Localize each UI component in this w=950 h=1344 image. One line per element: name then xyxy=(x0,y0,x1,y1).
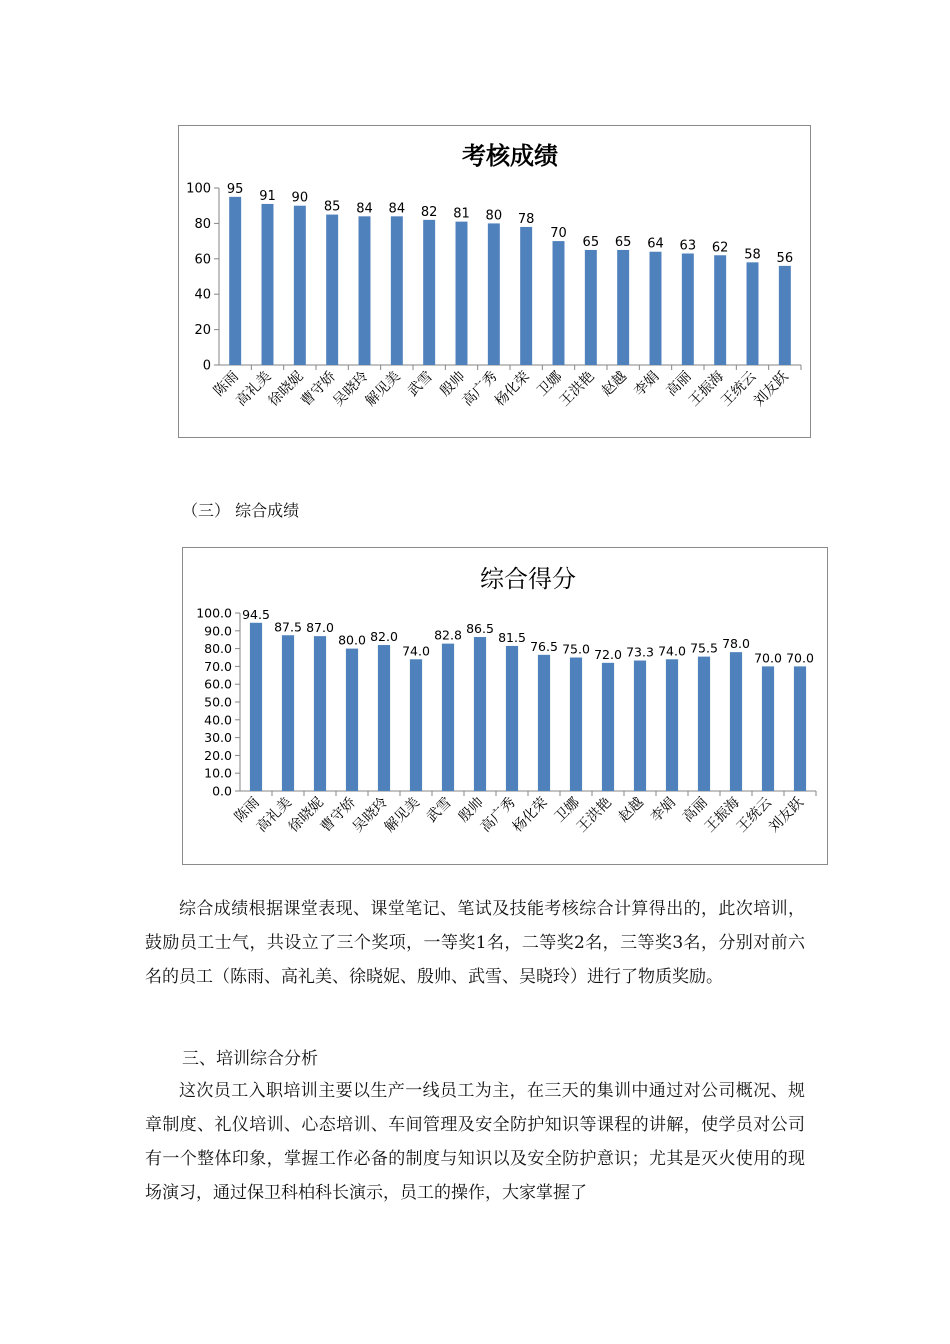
y-tick-label: 20.0 xyxy=(204,747,232,763)
data-label: 82.0 xyxy=(370,629,398,645)
bar xyxy=(666,659,678,791)
bar xyxy=(698,657,710,791)
data-label: 78.0 xyxy=(722,636,750,652)
chart-title: 考核成绩 xyxy=(462,142,558,170)
composite-paragraph xyxy=(145,892,805,994)
bar xyxy=(762,666,774,791)
data-label: 65 xyxy=(582,234,600,250)
bar xyxy=(359,216,371,365)
data-label: 58 xyxy=(744,247,761,263)
y-tick-label: 60 xyxy=(194,252,211,268)
y-tick-label: 60.0 xyxy=(204,676,232,692)
y-tick-label: 50.0 xyxy=(204,694,232,710)
data-label: 70 xyxy=(550,226,567,242)
bar xyxy=(326,215,338,365)
data-label: 65 xyxy=(614,234,632,250)
bar xyxy=(650,252,662,365)
category-label: 赵越 xyxy=(598,368,630,400)
category-label: 高礼美 xyxy=(233,368,275,410)
data-label: 62 xyxy=(711,240,729,256)
y-tick-label: 100.0 xyxy=(196,605,232,621)
category-label: 高广秀 xyxy=(459,368,501,410)
category-label: 徐晓妮 xyxy=(265,368,307,410)
y-tick-label: 80 xyxy=(194,216,211,232)
bar xyxy=(346,649,358,791)
bar xyxy=(488,223,500,365)
bar xyxy=(391,216,403,365)
y-tick-label: 40 xyxy=(194,287,211,303)
bar xyxy=(602,663,614,791)
category-label: 高丽 xyxy=(663,368,695,400)
bar xyxy=(456,222,468,365)
bar xyxy=(570,658,582,792)
exam-score-chart xyxy=(178,125,811,438)
bar xyxy=(262,204,274,365)
category-label: 解见美 xyxy=(362,368,404,410)
category-label: 王振海 xyxy=(685,368,727,410)
analysis-paragraph xyxy=(145,1074,805,1210)
bar xyxy=(314,636,326,791)
bar xyxy=(250,623,262,791)
data-label: 95 xyxy=(226,181,244,197)
data-label: 86.5 xyxy=(466,621,494,637)
data-label: 85 xyxy=(323,199,341,215)
data-label: 75.5 xyxy=(690,640,718,656)
bar xyxy=(617,250,629,365)
chart-title: 综合得分 xyxy=(480,565,576,593)
y-tick-label: 40.0 xyxy=(204,712,232,728)
data-label: 75.0 xyxy=(562,641,590,657)
data-label: 80 xyxy=(485,208,503,224)
data-label: 73.3 xyxy=(626,644,654,660)
category-label: 王统云 xyxy=(718,368,760,410)
category-label: 刘友跃 xyxy=(765,794,807,836)
data-label: 78 xyxy=(517,211,535,227)
bar xyxy=(634,661,646,791)
bar xyxy=(410,659,422,791)
bar xyxy=(229,197,241,365)
y-tick-label: 20 xyxy=(194,323,211,339)
section-heading-composite: （三） 综合成绩 xyxy=(182,501,300,520)
bar xyxy=(538,655,550,791)
category-label: 武雪 xyxy=(404,368,436,400)
data-label: 87.5 xyxy=(274,619,302,635)
bar xyxy=(747,262,759,365)
category-label: 陈雨 xyxy=(210,368,242,400)
category-label: 殷帅 xyxy=(455,794,487,826)
bar xyxy=(794,666,806,791)
data-label: 91 xyxy=(259,188,276,204)
category-label: 高丽 xyxy=(679,794,711,826)
analysis-paragraph-text: 这次员工入职培训主要以生产一线员工为主，在三天的集训中通过对公司概况、规章制度、礼仪培训、心态培训、车间管理及安全防护知识等课程的讲解，使学员对公司有一个整体印象，掌握工作必备的制度与知识以及安全防护意识；尤其是灭火使用的现场演习，通过保卫科柏科长演示，员工的操作，大家掌握了 xyxy=(145,1081,805,1203)
category-label: 杨化荣 xyxy=(509,794,551,836)
data-label: 81 xyxy=(453,206,470,222)
y-tick-label: 30.0 xyxy=(204,730,232,746)
y-tick-label: 70.0 xyxy=(204,658,232,674)
bar xyxy=(779,266,791,365)
y-tick-label: 90.0 xyxy=(204,623,232,639)
data-label: 56 xyxy=(776,250,794,266)
bar xyxy=(378,645,390,791)
data-label: 74.0 xyxy=(658,643,686,659)
category-label: 高礼美 xyxy=(253,794,295,836)
bar xyxy=(282,635,294,791)
category-label: 卫娜 xyxy=(534,368,566,400)
category-label: 吴晓玲 xyxy=(349,794,391,836)
bar xyxy=(294,206,306,365)
composite-paragraph-text: 综合成绩根据课堂表现、课堂笔记、笔试及技能考核综合计算得出的，此次培训，鼓励员工士气，共设立了三个奖项，一等奖1名，二等奖2名，三等奖3名，分别对前六名的员工（陈雨、高礼美、徐晓妮、殷帅、武雪、吴晓玲）进行了物质奖励。 xyxy=(145,899,805,987)
category-label: 曹守娇 xyxy=(317,794,359,836)
y-tick-label: 10.0 xyxy=(204,765,232,781)
data-label: 84 xyxy=(356,201,373,217)
exam-score-chart-svg xyxy=(179,126,812,439)
category-label: 赵越 xyxy=(615,794,647,826)
category-label: 武雪 xyxy=(423,794,455,826)
composite-score-chart xyxy=(182,547,828,865)
category-label: 王洪艳 xyxy=(556,368,598,410)
category-label: 王洪艳 xyxy=(573,794,615,836)
data-label: 70.0 xyxy=(786,650,814,666)
data-label: 72.0 xyxy=(594,646,622,662)
y-tick-label: 80.0 xyxy=(204,641,232,657)
category-label: 王振海 xyxy=(701,794,743,836)
category-label: 解见美 xyxy=(381,794,423,836)
category-label: 吴晓玲 xyxy=(330,368,372,410)
data-label: 80.0 xyxy=(338,632,366,648)
bar xyxy=(553,241,565,365)
bar xyxy=(474,637,486,791)
category-label: 徐晓妮 xyxy=(285,794,327,836)
y-tick-label: 0 xyxy=(202,358,211,374)
category-label: 杨化荣 xyxy=(491,368,533,410)
data-label: 64 xyxy=(647,236,664,252)
data-label: 74.0 xyxy=(402,643,430,659)
bar xyxy=(730,652,742,791)
bar xyxy=(442,644,454,791)
category-label: 殷帅 xyxy=(437,368,469,400)
data-label: 63 xyxy=(679,238,697,254)
category-label: 王统云 xyxy=(733,794,775,836)
category-label: 陈雨 xyxy=(231,794,263,826)
y-tick-label: 0.0 xyxy=(212,783,232,799)
bar xyxy=(714,255,726,365)
section-heading-analysis: 三、培训综合分析 xyxy=(182,1049,318,1069)
category-label: 李娟 xyxy=(647,794,679,826)
category-label: 李娟 xyxy=(631,368,663,400)
data-label: 87.0 xyxy=(306,620,334,636)
composite-score-chart-svg xyxy=(183,548,829,866)
data-label: 82.8 xyxy=(434,627,462,643)
data-label: 82 xyxy=(420,204,438,220)
bar xyxy=(585,250,597,365)
bar xyxy=(520,227,532,365)
data-label: 76.5 xyxy=(530,638,558,654)
category-label: 卫娜 xyxy=(551,794,583,826)
y-tick-label: 100 xyxy=(186,181,211,197)
data-label: 84 xyxy=(388,201,406,217)
bar xyxy=(506,646,518,791)
bar xyxy=(682,253,694,365)
data-label: 90 xyxy=(291,190,309,206)
category-label: 曹守娇 xyxy=(297,368,339,410)
data-label: 94.5 xyxy=(242,606,270,622)
bar xyxy=(423,220,435,365)
category-label: 高广秀 xyxy=(477,794,519,836)
data-label: 81.5 xyxy=(498,629,526,645)
category-label: 刘友跃 xyxy=(750,368,792,410)
data-label: 70.0 xyxy=(754,650,782,666)
